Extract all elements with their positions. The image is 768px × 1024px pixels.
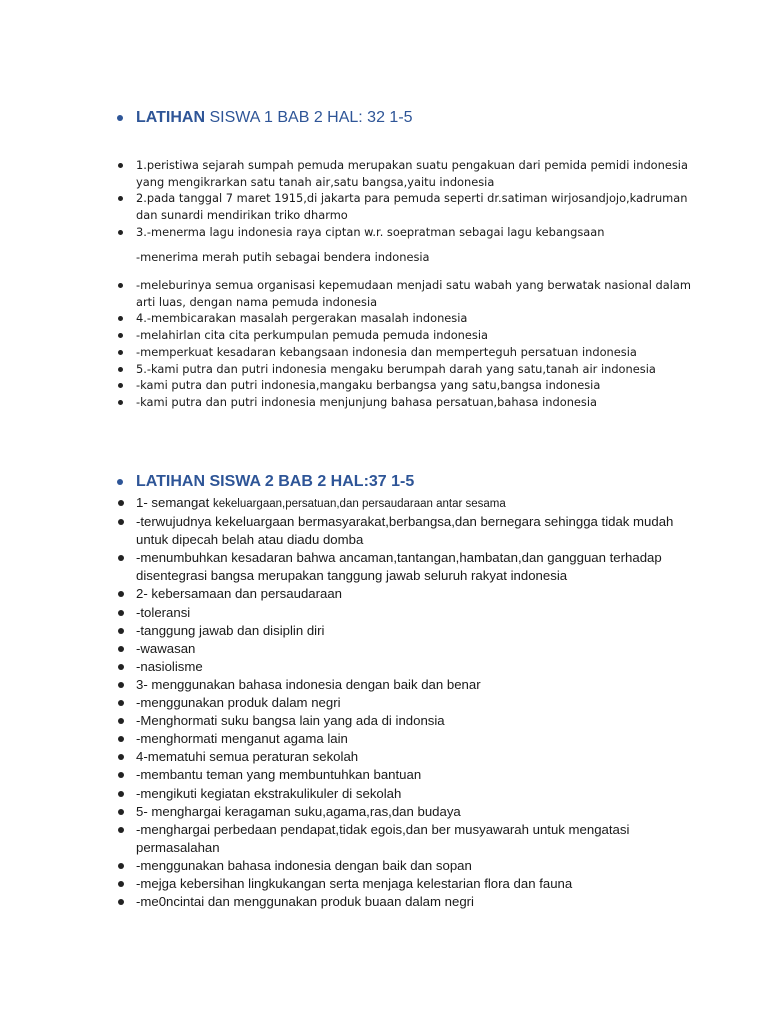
section1-list-b — [114, 277, 694, 411]
list-item: -kami putra dan putri indonesia,mangaku berbangsa yang satu,bangsa indonesia — [114, 377, 694, 394]
section2-heading — [113, 472, 414, 492]
list-item: -me0ncintai dan menggunakan produk buaan dalam negri — [114, 893, 694, 911]
section1-title — [113, 108, 413, 128]
section1-plain-line: -menerima merah putih sebagai bendera indonesia — [136, 250, 430, 264]
list-item: -menghargai perbedaan pendapat,tidak egois,dan ber musyawarah untuk mengatasi permasalahan — [114, 821, 694, 857]
list-item: -menumbuhkan kesadaran bahwa ancaman,tantangan,hambatan,dan gangguan terhadap disentegrasi bangsa merupakan tanggung jawab seluruh rakyat indonesia — [114, 549, 694, 585]
list-item: -menggunakan bahasa indonesia dengan baik dan sopan — [114, 857, 694, 875]
list-item: 3- menggunakan bahasa indonesia dengan baik dan benar — [114, 676, 694, 694]
list-item: -wawasan — [114, 640, 694, 658]
section1-title-bold: LATIHAN — [136, 109, 206, 126]
list-item: 1.peristiwa sejarah sumpah pemuda merupakan suatu pengakuan dari pemida pemidi indonesia yang mengikrarkan satu tanah air,satu bangsa,yaitu indonesia — [114, 157, 694, 190]
list-item: 4.-membicarakan masalah pergerakan masalah indonesia — [114, 310, 694, 327]
section1-list-a — [114, 157, 694, 241]
list-item: 5- menghargai keragaman suku,agama,ras,dan budaya — [114, 803, 694, 821]
list-item: -mengikuti kegiatan ekstrakulikuler di sekolah — [114, 785, 694, 803]
list-item: -terwujudnya kekeluargaan bermasyarakat,berbangsa,dan bernegara sehingga tidak mudah untuk dipecah belah atau diadu domba — [114, 513, 694, 549]
list-item: 5.-kami putra dan putri indonesia mengaku berumpah darah yang satu,tanah air indonesia — [114, 361, 694, 378]
list-item — [114, 494, 694, 513]
list-item: -Menghormati suku bangsa lain yang ada di indonsia — [114, 712, 694, 730]
list-item: -kami putra dan putri indonesia menjunjung bahasa persatuan,bahasa indonesia — [114, 394, 694, 411]
list-item: -melahirlan cita cita perkumpulan pemuda pemuda indonesia — [114, 327, 694, 344]
list-item: -memperkuat kesadaran kebangsaan indonesia dan memperteguh persatuan indonesia — [114, 344, 694, 361]
list-item: -meleburinya semua organisasi kepemudaan menjadi satu wabah yang berwatak nasional dalam arti luas, dengan nama pemuda indonesia — [114, 277, 694, 310]
list-item-rest: kekeluargaan,persatuan,dan persaudaraan antar sesama — [212, 498, 506, 510]
list-item: -toleransi — [114, 604, 694, 622]
list-item: -menggunakan produk dalam negri — [114, 694, 694, 712]
list-item: -tanggung jawab dan disiplin diri — [114, 622, 694, 640]
section2-title: LATIHAN SISWA 2 BAB 2 HAL:37 1-5 — [113, 472, 414, 492]
list-item: -membantu teman yang membuntuhkan bantuan — [114, 766, 694, 784]
list-item-lead: 1- semangat — [136, 495, 213, 510]
section1-heading — [113, 108, 413, 128]
list-item: -nasiolisme — [114, 658, 694, 676]
list-item: -menghormati menganut agama lain — [114, 730, 694, 748]
section1-title-rest: SISWA 1 BAB 2 HAL: 32 1-5 — [205, 109, 413, 126]
list-item: 2.pada tanggal 7 maret 1915,di jakarta para pemuda seperti dr.satiman wirjosandjojo,kadruman dan sunardi mendirikan triko dharmo — [114, 190, 694, 223]
list-item: 2- kebersamaan dan persaudaraan — [114, 585, 694, 603]
list-item: 4-mematuhi semua peraturan sekolah — [114, 748, 694, 766]
list-item: 3.-menerma lagu indonesia raya ciptan w.r. soepratman sebagai lagu kebangsaan — [114, 224, 694, 241]
list-item: -mejga kebersihan lingkukangan serta menjaga kelestarian flora dan fauna — [114, 875, 694, 893]
section2-list — [114, 494, 694, 911]
